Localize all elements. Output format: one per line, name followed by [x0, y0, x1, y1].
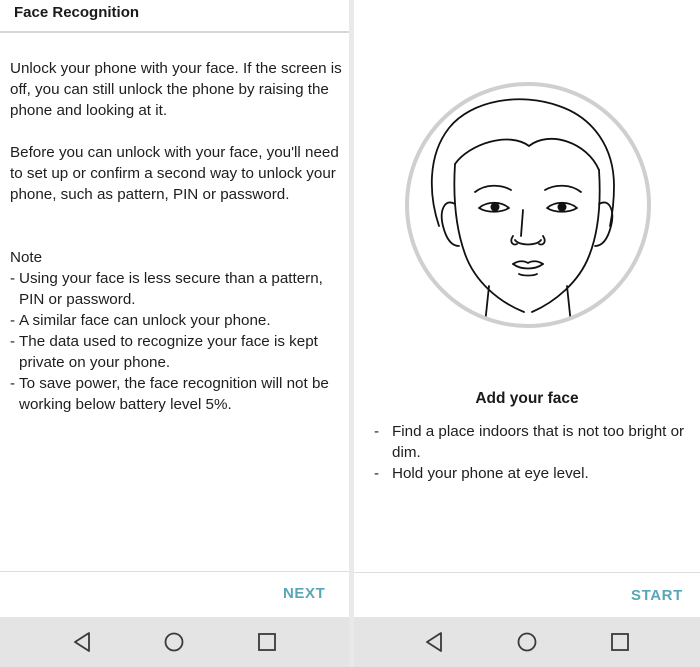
intro-paragraph: Unlock your phone with your face. If the screen is off, you can still unlock the phone by raising the phone and looking at it.	[10, 60, 342, 119]
title-bar	[0, 0, 349, 33]
footer-divider	[354, 572, 700, 573]
navigation-bar	[0, 617, 349, 667]
face-illustration	[405, 82, 651, 328]
bullet-dash: -	[10, 333, 16, 350]
note-heading: Note	[10, 249, 43, 266]
footer-divider	[0, 571, 349, 572]
navigation-bar	[354, 617, 700, 667]
note-item	[10, 310, 344, 331]
tip-text: Hold your phone at eye level.	[392, 465, 589, 482]
note-text: The data used to recognize your face is kept private on your phone.	[19, 333, 318, 371]
note-text: To save power, the face recognition will not be working below battery level 5%.	[19, 375, 329, 413]
tip-item	[374, 463, 690, 484]
note-item	[10, 331, 344, 373]
recents-icon[interactable]	[256, 631, 278, 653]
home-icon[interactable]	[163, 631, 185, 653]
setup-paragraph: Before you can unlock with your face, you'll need to set up or confirm a second way to unlock your phone, such as pattern, PIN or password.	[10, 144, 339, 203]
tip-item	[374, 421, 690, 463]
bullet-dash: -	[374, 423, 380, 440]
tip-text: Find a place indoors that is not too bright or dim.	[392, 423, 685, 461]
home-icon[interactable]	[516, 631, 538, 653]
bullet-dash: -	[10, 270, 16, 287]
page-title: Face Recognition	[14, 4, 140, 21]
face-outline-icon	[409, 86, 647, 324]
start-button[interactable]: START	[631, 587, 683, 604]
back-icon[interactable]	[424, 631, 446, 653]
note-item	[10, 373, 344, 415]
face-recognition-intro-screen	[0, 0, 349, 667]
add-face-screen	[354, 0, 700, 667]
tips-list	[374, 421, 690, 484]
note-list	[10, 268, 344, 415]
note-text: Using your face is less secure than a pattern, PIN or password.	[19, 270, 323, 308]
note-item	[10, 268, 344, 310]
bullet-dash: -	[10, 312, 16, 329]
recents-icon[interactable]	[609, 631, 631, 653]
next-button[interactable]: NEXT	[283, 585, 326, 602]
note-text: A similar face can unlock your phone.	[19, 312, 271, 329]
back-icon[interactable]	[72, 631, 94, 653]
add-face-heading: Add your face	[475, 390, 579, 407]
bullet-dash: -	[374, 465, 380, 482]
bullet-dash: -	[10, 375, 16, 392]
